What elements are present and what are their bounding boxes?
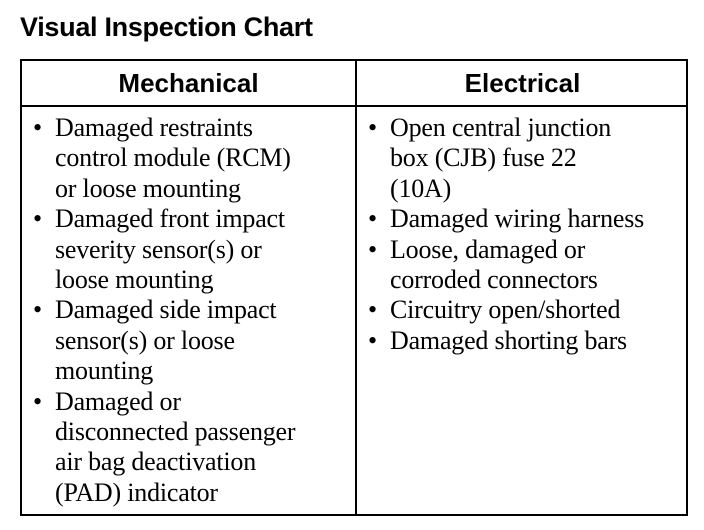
- item-line: sensor(s) or loose: [55, 325, 235, 355]
- column-divider: [355, 61, 357, 514]
- list-item: [367, 235, 685, 296]
- item-line: • Damaged or: [55, 386, 181, 416]
- header-electrical: Electrical: [464, 68, 581, 98]
- list-item: [367, 326, 685, 356]
- item-line: (10A): [390, 173, 452, 203]
- electrical-list: [367, 113, 685, 356]
- item-line: corroded connectors: [390, 265, 598, 295]
- item-line: control module (RCM): [55, 143, 291, 173]
- header-mechanical: Mechanical: [118, 68, 259, 98]
- item-line: • Damaged wiring harness: [390, 204, 645, 234]
- item-line: (PAD) indicator: [55, 477, 218, 507]
- list-item: [32, 387, 350, 509]
- list-item: [367, 295, 685, 325]
- item-line: or loose mounting: [55, 173, 241, 203]
- item-line: • Circuitry open/shorted: [390, 295, 621, 325]
- item-line: • Loose, damaged or: [390, 234, 586, 264]
- item-line: loose mounting: [55, 265, 214, 295]
- list-item: [367, 113, 685, 204]
- item-line: • Open central junction: [390, 113, 612, 142]
- item-line: air bag deactivation: [55, 447, 257, 477]
- inspection-table: [20, 59, 688, 516]
- list-item: [32, 295, 350, 386]
- chart-title: Visual Inspection Chart: [20, 12, 313, 42]
- item-line: mounting: [55, 356, 154, 386]
- mechanical-list: [32, 113, 350, 508]
- header-divider: [22, 105, 686, 107]
- item-line: • Damaged front impact: [55, 204, 285, 234]
- item-line: • Damaged shorting bars: [390, 325, 627, 355]
- list-item: [367, 204, 685, 234]
- item-line: disconnected passenger: [55, 417, 296, 447]
- list-item: [32, 204, 350, 295]
- item-line: • Damaged restraints: [55, 113, 253, 142]
- item-line: • Damaged side impact: [55, 295, 277, 325]
- item-line: box (CJB) fuse 22: [390, 143, 577, 173]
- item-line: severity sensor(s) or: [55, 234, 262, 264]
- list-item: [32, 113, 350, 204]
